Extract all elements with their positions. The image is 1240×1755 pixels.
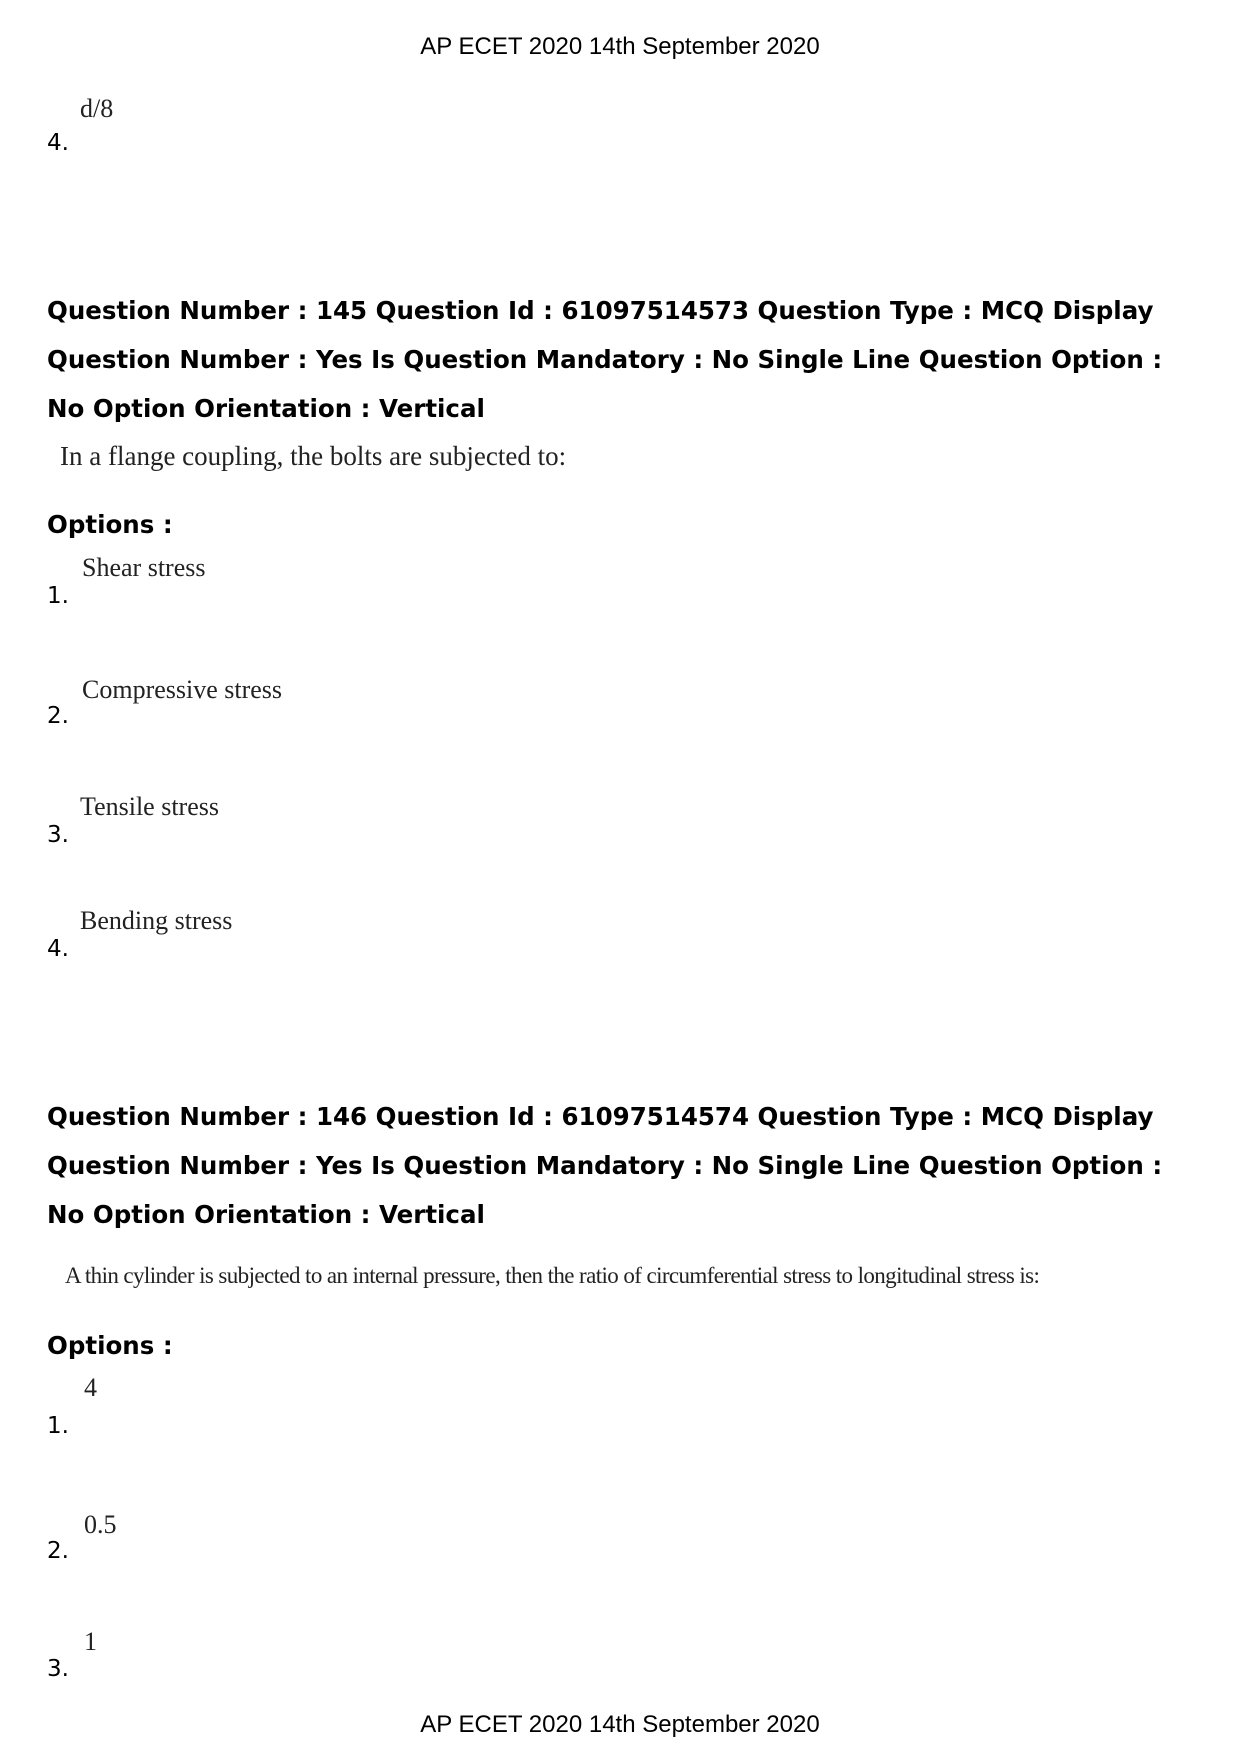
q146-option-2-number: 2. xyxy=(47,1538,69,1564)
q146-option-1-number: 1. xyxy=(47,1413,69,1439)
question-146-meta: Question Number : 146 Question Id : 61097514574 Question Type : MCQ Display Question Number : Yes Is Question Mandatory : No Single Line Question Option : No Option Orientation : Vertical xyxy=(47,1102,1163,1229)
q145-option-2-number: 2. xyxy=(47,703,69,729)
q145-option-1-number: 1. xyxy=(47,583,69,609)
question-145-meta: Question Number : 145 Question Id : 61097514573 Question Type : MCQ Display Question Number : Yes Is Question Mandatory : No Single Line Question Option : No Option Orientation : Vertical xyxy=(47,296,1163,423)
prev-option-number: 4. xyxy=(47,130,69,156)
q146-option-3-text: 1 xyxy=(84,1627,97,1656)
q146-option-3-number: 3. xyxy=(47,1656,69,1682)
q145-option-4-text: Bending stress xyxy=(80,906,233,935)
q145-option-1-text: Shear stress xyxy=(82,553,206,582)
question-146-text: A thin cylinder is subjected to an internal pressure, then the ratio of circumferential stress to longitudinal stress is: xyxy=(65,1263,1040,1288)
q145-option-3-text: Tensile stress xyxy=(80,792,219,821)
page-header: AP ECET 2020 14th September 2020 xyxy=(420,33,820,60)
q145-option-4-number: 4. xyxy=(47,936,69,962)
question-145-text: In a flange coupling, the bolts are subjected to: xyxy=(60,441,567,471)
page-footer: AP ECET 2020 14th September 2020 xyxy=(420,1711,820,1738)
q145-option-2-text: Compressive stress xyxy=(82,675,283,704)
question-145-options-label: Options : xyxy=(47,510,173,539)
q145-option-3-number: 3. xyxy=(47,822,69,848)
q146-option-1-text: 4 xyxy=(84,1373,97,1402)
question-146-options-label: Options : xyxy=(47,1331,173,1360)
prev-option-text: d/8 xyxy=(80,94,114,123)
q146-option-2-text: 0.5 xyxy=(84,1510,117,1539)
